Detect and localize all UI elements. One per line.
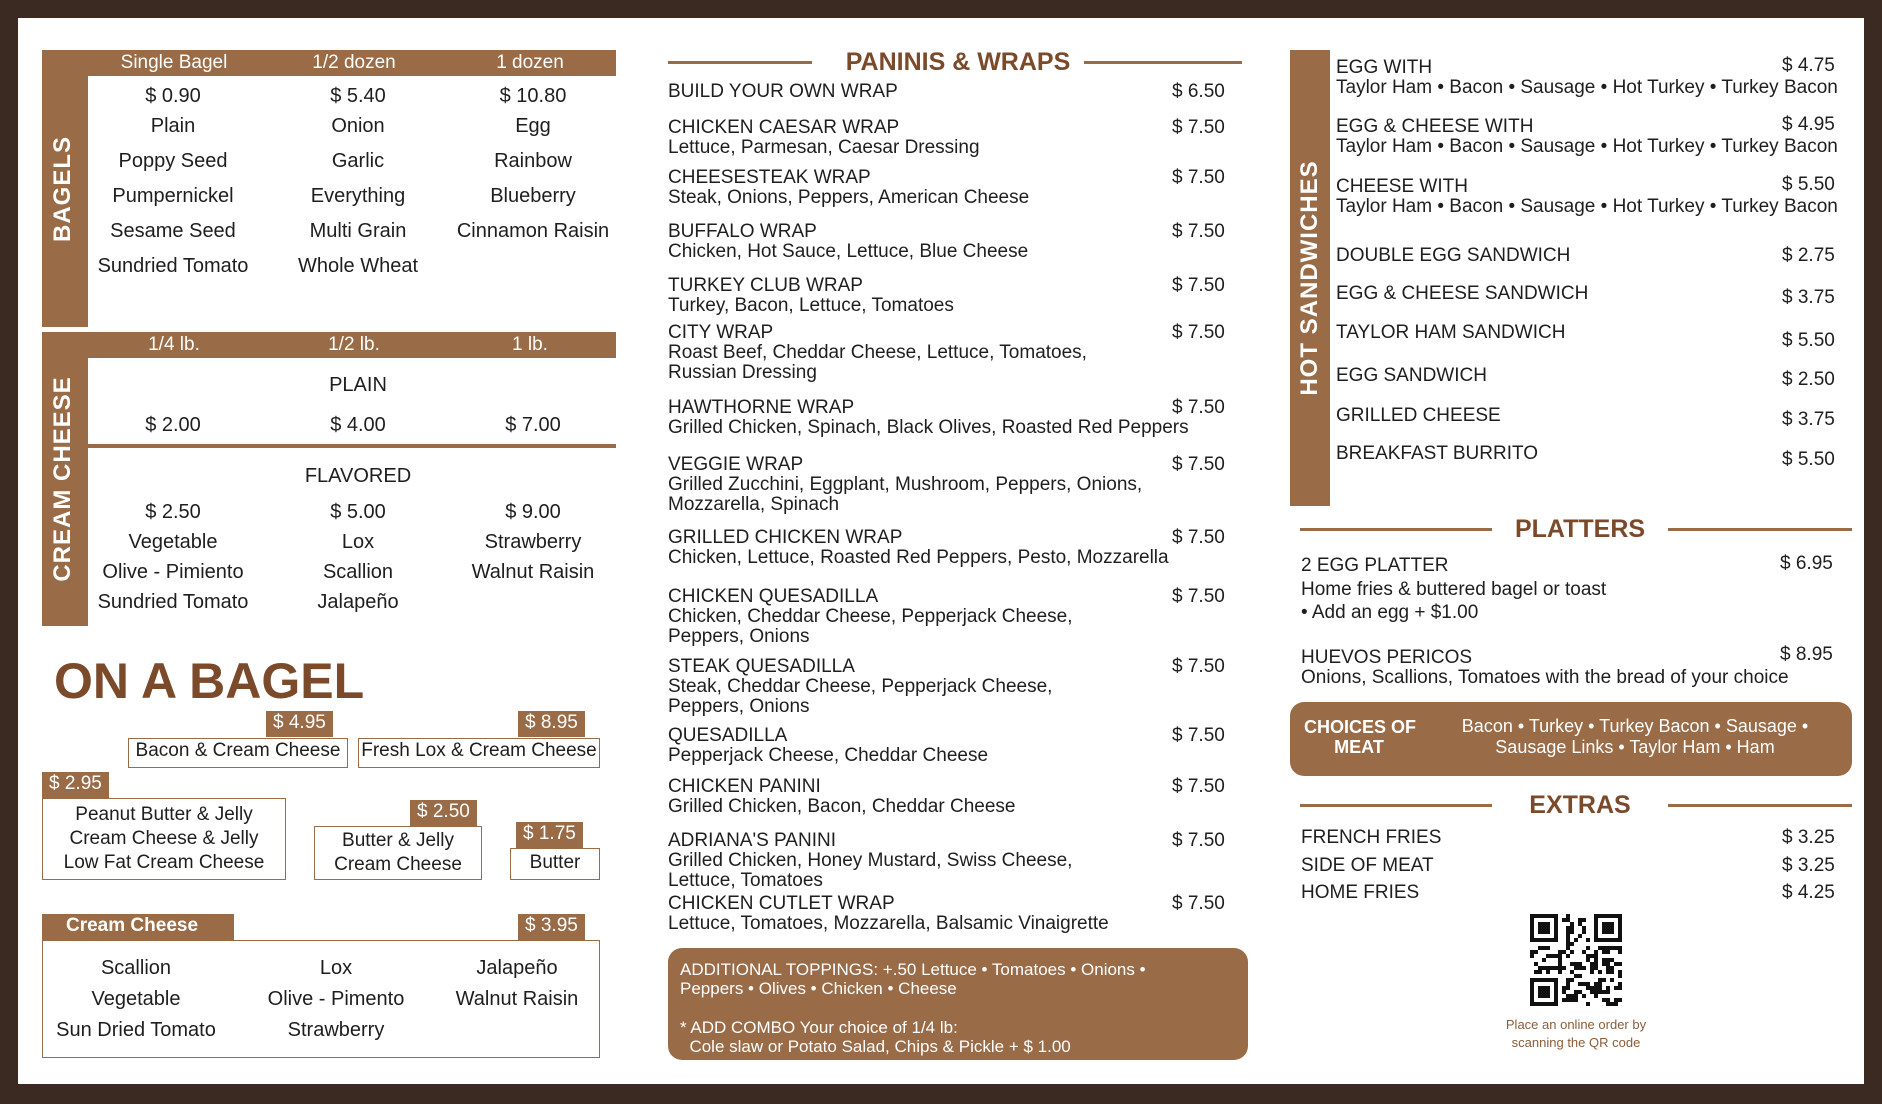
platter-name: 2 EGG PLATTER	[1301, 555, 1449, 576]
hot-sandwich-price: $ 2.50	[1782, 369, 1835, 390]
panini-price: $ 7.50	[1172, 527, 1225, 548]
panini-name: VEGGIE WRAP	[668, 454, 804, 475]
panini-name: ADRIANA'S PANINI	[668, 830, 836, 851]
panini-name: CITY WRAP	[668, 322, 774, 343]
cream-cheese-side-bar	[42, 332, 84, 626]
pb-price-tag: $ 2.95	[42, 772, 109, 798]
extra-price: $ 3.25	[1782, 827, 1835, 848]
cc-header-pound: 1 lb.	[512, 334, 548, 355]
hot-sandwich-price: $ 3.75	[1782, 409, 1835, 430]
panini-item	[668, 82, 898, 102]
bagels-side-label: BAGELS	[49, 135, 76, 242]
hot-sandwich-name: EGG & CHEESE SANDWICH	[1336, 283, 1589, 304]
pb-item-3: Low Fat Cream Cheese	[63, 852, 265, 873]
bagel-flavor: Plain	[150, 115, 196, 137]
cream-cheese-flavor: Vegetable	[128, 531, 218, 553]
cc-flavored-price-2: $ 5.00	[330, 501, 386, 523]
cream-cheese-flavor: Lox	[341, 531, 375, 553]
panini-desc: Lettuce, Parmesan, Caesar Dressing	[668, 137, 980, 158]
panini-name: CHICKEN QUESADILLA	[668, 586, 879, 607]
panini-desc: Roast Beef, Cheddar Cheese, Lettuce, Tomatoes, Russian Dressing	[668, 342, 1087, 383]
panini-item	[668, 398, 1189, 438]
panini-price: $ 7.50	[1172, 776, 1225, 797]
bj-item-2: Cream Cheese	[334, 854, 462, 875]
extra-name: FRENCH FRIES	[1301, 827, 1442, 848]
panini-name: CHICKEN PANINI	[668, 776, 821, 797]
bagel-flavor: Egg	[515, 115, 551, 137]
panini-desc: Steak, Cheddar Cheese, Pepperjack Cheese, Peppers, Onions	[668, 676, 1053, 717]
panini-desc: Chicken, Cheddar Cheese, Pepperjack Cheese, Peppers, Onions	[668, 606, 1073, 647]
bagel-flavor: Garlic	[331, 150, 385, 172]
cc-plain-price-2: $ 4.00	[330, 414, 386, 436]
platter-price: $ 6.95	[1780, 553, 1833, 574]
platter-item	[1301, 648, 1789, 688]
hot-sandwich-item	[1336, 55, 1838, 98]
hot-sandwiches-side-label: HOT SANDWICHES	[1296, 160, 1323, 396]
hot-sandwich-item	[1336, 114, 1838, 157]
panini-price: $ 7.50	[1172, 893, 1225, 914]
platter-desc: Onions, Scallions, Tomatoes with the bread of your choice	[1301, 667, 1789, 688]
meat-choices-panel	[1290, 702, 1852, 776]
cc-inner-rule	[84, 358, 88, 626]
lox-cc-box: Fresh Lox & Cream Cheese	[358, 738, 600, 768]
panini-price: $ 7.50	[1172, 397, 1225, 418]
panini-name: TURKEY CLUB WRAP	[668, 275, 863, 296]
hot-sandwich-item	[1336, 444, 1538, 464]
cc-plain-label: PLAIN	[329, 374, 387, 396]
panini-desc: Pepperjack Cheese, Cheddar Cheese	[668, 745, 989, 766]
qr-caption: Place an online order by scanning the QR code	[1505, 1017, 1647, 1050]
cream-cheese-option: Walnut Raisin	[455, 988, 579, 1010]
panini-item	[668, 528, 1169, 568]
extras-rule-left	[1300, 804, 1492, 807]
bagel-flavor: Pumpernickel	[112, 185, 234, 207]
cream-cheese-option: Strawberry	[287, 1019, 385, 1041]
panini-item	[668, 118, 980, 158]
cc-header-half: 1/2 lb.	[328, 334, 380, 355]
panini-name: CHICKEN CAESAR WRAP	[668, 117, 900, 138]
panini-name: CHEESESTEAK WRAP	[668, 167, 871, 188]
bagels-price-single: $ 0.90	[145, 85, 201, 107]
cc-plain-price-3: $ 7.00	[505, 414, 561, 436]
cc-divider	[84, 444, 616, 448]
paninis-title: PANINIS & WRAPS	[845, 48, 1071, 76]
hot-sandwich-name: GRILLED CHEESE	[1336, 405, 1501, 426]
hot-sandwich-price: $ 4.95	[1782, 114, 1835, 135]
bagel-flavor: Poppy Seed	[118, 150, 228, 172]
hot-sandwich-name: DOUBLE EGG SANDWICH	[1336, 245, 1571, 266]
hot-sandwich-price: $ 5.50	[1782, 449, 1835, 470]
bacon-cc-price-tag: $ 4.95	[266, 711, 333, 737]
cc-flavored-price-3: $ 9.00	[505, 501, 561, 523]
bacon-cc-box: Bacon & Cream Cheese	[128, 738, 348, 768]
bj-price-tag: $ 2.50	[410, 800, 477, 826]
cream-cheese-flavor: Walnut Raisin	[471, 561, 595, 583]
combo-text: * ADD COMBO Your choice of 1/4 lb: Cole slaw or Potato Salad, Chips & Pickle + $ 1.00	[680, 1018, 1071, 1056]
cc-flavored-price-1: $ 2.50	[145, 501, 201, 523]
hot-sandwich-name: BREAKFAST BURRITO	[1336, 443, 1539, 464]
qr-code-icon[interactable]	[1530, 914, 1622, 1006]
cream-cheese-option: Vegetable	[91, 988, 181, 1010]
bagel-flavor: Sundried Tomato	[97, 255, 249, 277]
cream-cheese-flavor: Olive - Pimiento	[102, 561, 244, 583]
bagels-header-dozen: 1 dozen	[496, 52, 564, 73]
toppings-text: ADDITIONAL TOPPINGS: +.50 Lettuce • Tomatoes • Onions • Peppers • Olives • Chicken • Cheese	[680, 960, 1146, 998]
hot-sandwich-item	[1336, 284, 1588, 304]
panini-desc: Chicken, Hot Sauce, Lettuce, Blue Cheese	[668, 241, 1029, 262]
hot-sandwich-price: $ 3.75	[1782, 287, 1835, 308]
bagel-flavor: Multi Grain	[309, 220, 407, 242]
bagels-header-bar	[84, 50, 616, 76]
hot-sandwich-price: $ 2.75	[1782, 245, 1835, 266]
panini-item	[668, 726, 988, 766]
cream-cheese-side-label: CREAM CHEESE	[49, 376, 76, 582]
panini-name: BUILD YOUR OWN WRAP	[668, 81, 898, 102]
panini-item	[668, 657, 1052, 717]
hot-sandwich-item	[1336, 246, 1570, 266]
hot-sandwich-name: EGG SANDWICH	[1336, 365, 1487, 386]
cream-cheese-option: Jalapeño	[476, 957, 558, 979]
platters-title: PLATTERS	[1514, 515, 1646, 543]
on-a-bagel-title: ON A BAGEL	[54, 653, 365, 709]
panini-price: $ 7.50	[1172, 656, 1225, 677]
bj-item-1: Butter & Jelly	[342, 830, 454, 851]
pb-box	[42, 798, 286, 880]
meat-choices-options: Bacon • Turkey • Turkey Bacon • Sausage • Sausage Links • Taylor Ham • Ham	[1461, 716, 1809, 757]
panini-price: $ 7.50	[1172, 167, 1225, 188]
panini-price: $ 7.50	[1172, 830, 1225, 851]
panini-item	[668, 168, 1029, 208]
platters-rule-right	[1668, 528, 1852, 531]
extra-price: $ 3.25	[1782, 855, 1835, 876]
panini-price: $ 6.50	[1172, 81, 1225, 102]
cc-flavored-label: FLAVORED	[304, 465, 412, 487]
hot-sandwich-desc: Taylor Ham • Bacon • Sausage • Hot Turkey • Turkey Bacon	[1336, 196, 1838, 217]
cream-cheese-option: Olive - Pimento	[267, 988, 405, 1010]
panini-item	[668, 894, 1109, 934]
panini-desc: Turkey, Bacon, Lettuce, Tomatoes	[668, 295, 954, 316]
panini-price: $ 7.50	[1172, 322, 1225, 343]
cc-header-quarter: 1/4 lb.	[148, 334, 200, 355]
cream-cheese-flavor: Strawberry	[484, 531, 582, 553]
hot-sandwich-name: TAYLOR HAM SANDWICH	[1336, 322, 1566, 343]
panini-item	[668, 222, 1028, 262]
bj-box	[314, 826, 482, 880]
cc-section-price-tag: $ 3.95	[518, 914, 585, 940]
panini-desc: Grilled Chicken, Honey Mustard, Swiss Cheese, Lettuce, Tomatoes	[668, 850, 1073, 891]
bagel-flavor: Rainbow	[494, 150, 572, 172]
cc-plain-price-1: $ 2.00	[145, 414, 201, 436]
hot-sandwiches-side-bar	[1290, 50, 1330, 506]
cream-cheese-flavor: Jalapeño	[317, 591, 399, 613]
bagels-side-bar	[42, 50, 84, 327]
platter-name: HUEVOS PERICOS	[1301, 647, 1473, 668]
meat-choices-label: CHOICES OF MEAT	[1304, 717, 1417, 757]
bagel-flavor: Everything	[310, 185, 406, 207]
panini-desc: Grilled Zucchini, Eggplant, Mushroom, Peppers, Onions, Mozzarella, Spinach	[668, 474, 1143, 515]
bagel-flavor: Cinnamon Raisin	[456, 220, 610, 242]
paninis-rule-left	[668, 61, 812, 64]
panini-price: $ 7.50	[1172, 275, 1225, 296]
bagels-header-half-dozen: 1/2 dozen	[312, 52, 396, 73]
extra-name: SIDE OF MEAT	[1301, 855, 1434, 876]
bagels-price-dozen: $ 10.80	[499, 85, 567, 107]
platters-rule-left	[1300, 528, 1492, 531]
bagels-price-half-dozen: $ 5.40	[330, 85, 386, 107]
panini-item	[668, 777, 1015, 817]
platter-desc: Home fries & buttered bagel or toast • Add an egg + $1.00	[1301, 579, 1607, 623]
extras-title: EXTRAS	[1529, 791, 1631, 819]
pb-item-1: Peanut Butter & Jelly	[75, 804, 253, 825]
panini-item	[668, 831, 1072, 891]
cream-cheese-header-bar	[84, 332, 616, 358]
panini-price: $ 7.50	[1172, 454, 1225, 475]
hot-sandwich-desc: Taylor Ham • Bacon • Sausage • Hot Turkey • Turkey Bacon	[1336, 136, 1838, 157]
hot-sandwich-price: $ 5.50	[1782, 174, 1835, 195]
panini-desc: Chicken, Lettuce, Roasted Red Peppers, Pesto, Mozzarella	[668, 547, 1169, 568]
cream-cheese-flavor: Sundried Tomato	[97, 591, 249, 613]
panini-name: STEAK QUESADILLA	[668, 656, 855, 677]
lox-cc-price-tag: $ 8.95	[518, 711, 585, 737]
pb-item-2: Cream Cheese & Jelly	[69, 828, 259, 849]
cream-cheese-option: Lox	[319, 957, 353, 979]
bagels-header-single: Single Bagel	[120, 52, 228, 73]
panini-item	[668, 455, 1142, 515]
hot-sandwich-name: EGG WITH	[1336, 57, 1433, 78]
hot-sandwich-price: $ 5.50	[1782, 330, 1835, 351]
cream-cheese-option: Scallion	[100, 957, 172, 979]
hot-sandwich-name: CHEESE WITH	[1336, 176, 1468, 197]
panini-desc: Grilled Chicken, Bacon, Cheddar Cheese	[668, 796, 1016, 817]
paninis-rule-right	[1084, 61, 1242, 64]
butter-price-tag: $ 1.75	[516, 822, 583, 848]
extra-price: $ 4.25	[1782, 882, 1835, 903]
panini-price: $ 7.50	[1172, 117, 1225, 138]
hot-sandwich-item	[1336, 323, 1565, 343]
panini-name: QUESADILLA	[668, 725, 788, 746]
bagel-flavor: Sesame Seed	[110, 220, 236, 242]
cream-cheese-option: Sun Dried Tomato	[56, 1019, 216, 1041]
panini-price: $ 7.50	[1172, 725, 1225, 746]
cream-cheese-flavor: Scallion	[322, 561, 394, 583]
panini-name: CHICKEN CUTLET WRAP	[668, 893, 895, 914]
extras-rule-right	[1668, 804, 1852, 807]
menu-board	[18, 18, 1864, 1084]
bagel-flavor: Whole Wheat	[297, 255, 419, 277]
panini-desc: Lettuce, Tomatoes, Mozzarella, Balsamic Vinaigrette	[668, 913, 1109, 934]
panini-desc: Grilled Chicken, Spinach, Black Olives, Roasted Red Peppers	[668, 417, 1189, 438]
additional-toppings-panel	[668, 948, 1248, 1060]
panini-item	[668, 323, 1087, 383]
extra-name: HOME FRIES	[1301, 882, 1420, 903]
bagel-flavor: Onion	[331, 115, 385, 137]
hot-sandwich-item	[1336, 406, 1501, 426]
hot-sandwich-price: $ 4.75	[1782, 55, 1835, 76]
panini-price: $ 7.50	[1172, 586, 1225, 607]
butter-box: Butter	[510, 848, 600, 880]
panini-item	[668, 276, 954, 316]
panini-name: BUFFALO WRAP	[668, 221, 817, 242]
panini-name: GRILLED CHICKEN WRAP	[668, 527, 903, 548]
panini-desc: Steak, Onions, Peppers, American Cheese	[668, 187, 1030, 208]
hot-sandwich-name: EGG & CHEESE WITH	[1336, 116, 1534, 137]
platter-price: $ 8.95	[1780, 644, 1833, 665]
cc-section-label: Cream Cheese	[42, 914, 234, 940]
panini-name: HAWTHORNE WRAP	[668, 397, 855, 418]
panini-price: $ 7.50	[1172, 221, 1225, 242]
hot-sandwich-item	[1336, 174, 1838, 217]
platter-item	[1301, 556, 1606, 624]
panini-item	[668, 587, 1073, 647]
hot-sandwich-item	[1336, 366, 1487, 386]
bagel-flavor: Blueberry	[490, 185, 576, 207]
hot-sandwich-desc: Taylor Ham • Bacon • Sausage • Hot Turkey • Turkey Bacon	[1336, 77, 1838, 98]
